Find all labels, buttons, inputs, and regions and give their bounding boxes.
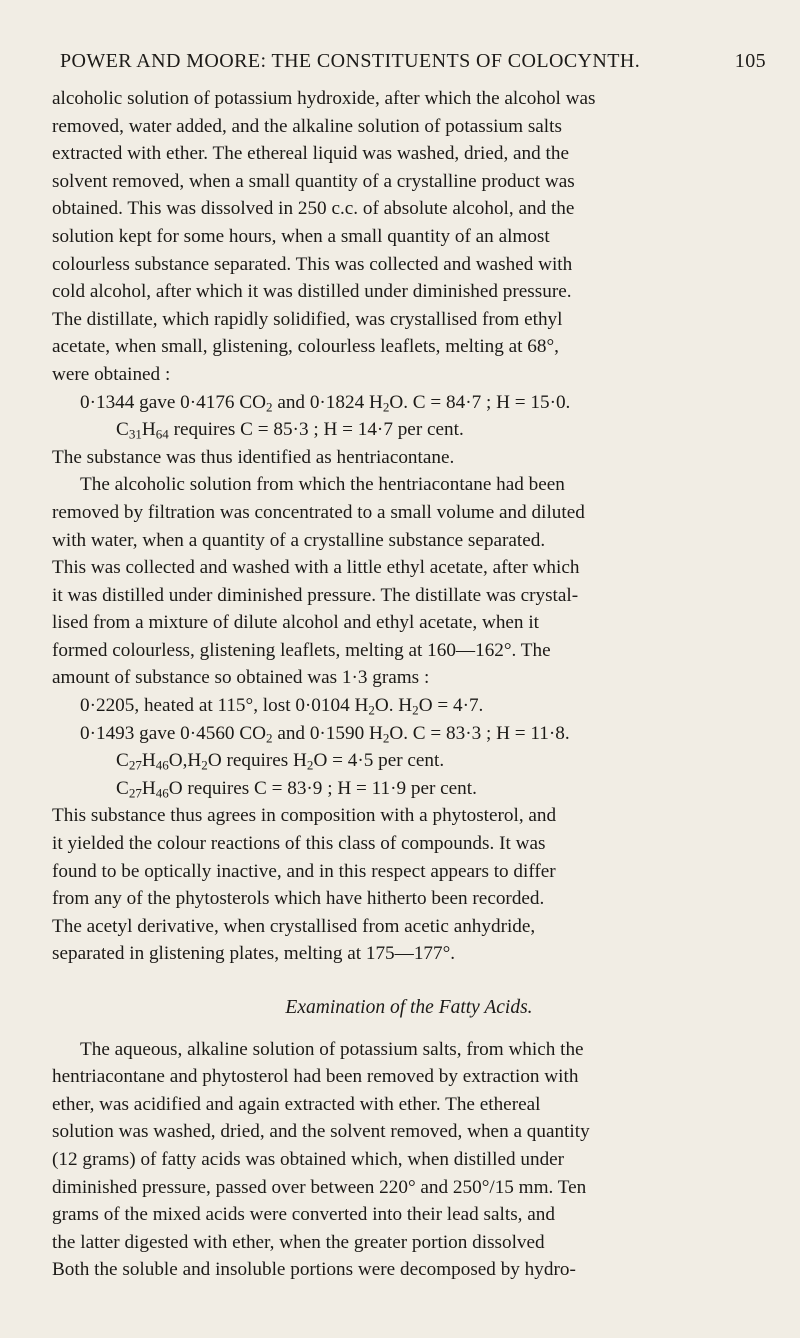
text-line: solvent removed, when a small quantity of a crystalline product was (52, 170, 575, 192)
text-line: removed by filtration was concentrated to a small volume and diluted (52, 501, 585, 523)
paragraph-phytosterol-isolation (52, 471, 766, 692)
text-line: lised from a mixture of dilute alcohol and ethyl acetate, when it (52, 612, 539, 634)
formula-requirement-anhydrous: $C_{27}H_{46}O$ requires C = 83·9 ; H = 11·9 per cent. (116, 777, 477, 801)
text-line: obtained. This was dissolved in 250 c.c. of absolute alcohol, and the (52, 198, 575, 220)
text-line: colourless substance separated. This was collected and washed with (52, 253, 573, 275)
text-line: separated in glistening plates, melting at 175—177°. (52, 943, 456, 965)
text-line: formed colourless, glistening leaflets, melting at 160—162°. The (52, 639, 551, 661)
text-line: The substance was thus identified as hentriacontane. (52, 446, 455, 468)
text-line: it yielded the colour reactions of this class of compounds. It was (52, 833, 546, 855)
text-line: amount of substance so obtained was 1·3 grams : (52, 667, 430, 689)
section-heading: Examination of the Fatty Acids. (285, 997, 533, 1018)
page-number: 105 (734, 50, 766, 72)
paragraph-hentriacontane-isolation (52, 85, 766, 389)
text-line: solution kept for some hours, when a small quantity of an almost (52, 225, 550, 247)
running-head-title: POWER AND MOORE: THE CONSTITUENTS OF COLOCYNTH. (60, 50, 641, 72)
text-line: the latter digested with ether, when the greater portion dissolved (52, 1231, 545, 1253)
text-line: extracted with ether. The ethereal liquid was washed, dried, and the (52, 143, 569, 165)
paragraph-identification (52, 444, 766, 472)
text-line: The alcoholic solution from which the hentriacontane had been (80, 474, 565, 496)
text-line: The aqueous, alkaline solution of potassium salts, from which the (80, 1038, 584, 1060)
text-line: This was collected and washed with a little ethyl acetate, after which (52, 557, 580, 579)
paragraph-fatty-acids (52, 1036, 766, 1284)
text-line: Both the soluble and insoluble portions were decomposed by hydro- (52, 1259, 576, 1281)
text-line: alcoholic solution of potassium hydroxide, after which the alcohol was (52, 88, 596, 109)
formula-requirement-hydrate: $C_{27}H_{46}O,H_2O$ requires $H_2O = 4\cdot 5$ per cent. (116, 750, 445, 773)
text-line: it was distilled under diminished pressure. The distillate was crystal- (52, 584, 579, 606)
running-head (60, 50, 766, 80)
text-line: were obtained : (52, 363, 171, 385)
text-line: ether, was acidified and again extracted with ether. The ethereal (52, 1093, 541, 1115)
text-line: removed, water added, and the alkaline solution of potassium salts (52, 115, 562, 137)
text-line: grams of the mixed acids were converted into their lead salts, and (52, 1204, 555, 1226)
text-line: The distillate, which rapidly solidified, was crystallised from ethyl (52, 308, 563, 330)
formula-requirement-hentriacontane: $C_{31}H_{64}$ requires C = 85·3 ; H = 14·7 per cent. (116, 419, 464, 442)
text-line: cold alcohol, after which it was distilled under diminished pressure. (52, 281, 572, 303)
text-line: (12 grams) of fatty acids was obtained which, when distilled under (52, 1148, 565, 1170)
text-line: solution was washed, dried, and the solvent removed, when a quantity (52, 1121, 590, 1143)
text-line: acetate, when small, glistening, colourless leaflets, melting at 68°, (52, 336, 559, 358)
text-line: hentriacontane and phytosterol had been removed by extraction with (52, 1066, 579, 1088)
text-line: found to be optically inactive, and in this respect appears to differ (52, 860, 556, 882)
text-line: with water, when a quantity of a crystalline substance separated. (52, 529, 546, 551)
paragraph-phytosterol-properties (52, 802, 766, 968)
analysis-line-water-loss: 0·2205, heated at 115°, lost 0·0104 $H_2O$. $H_2O = 4\cdot 7$. (80, 695, 484, 718)
analysis-line-combustion: 0·1493 gave 0·4560 $CO_2$ and 0·1590 $H_2O$. C = 83·3 ; H = 11·8. (80, 722, 570, 746)
text-line: from any of the phytosterols which have hitherto been recorded. (52, 888, 545, 910)
text-line: The acetyl derivative, when crystallised from acetic anhydride, (52, 915, 536, 937)
body-text (52, 85, 766, 1284)
analysis-line-hentriacontane: 0·1344 gave 0·4176 $CO_2$ and 0·1824 $H_2O$. C = 84·7 ; H = 15·0. (80, 391, 571, 415)
text-line: This substance thus agrees in composition with a phytosterol, and (52, 805, 557, 827)
text-line: diminished pressure, passed over between 220° and 250°/15 mm. Ten (52, 1176, 587, 1198)
